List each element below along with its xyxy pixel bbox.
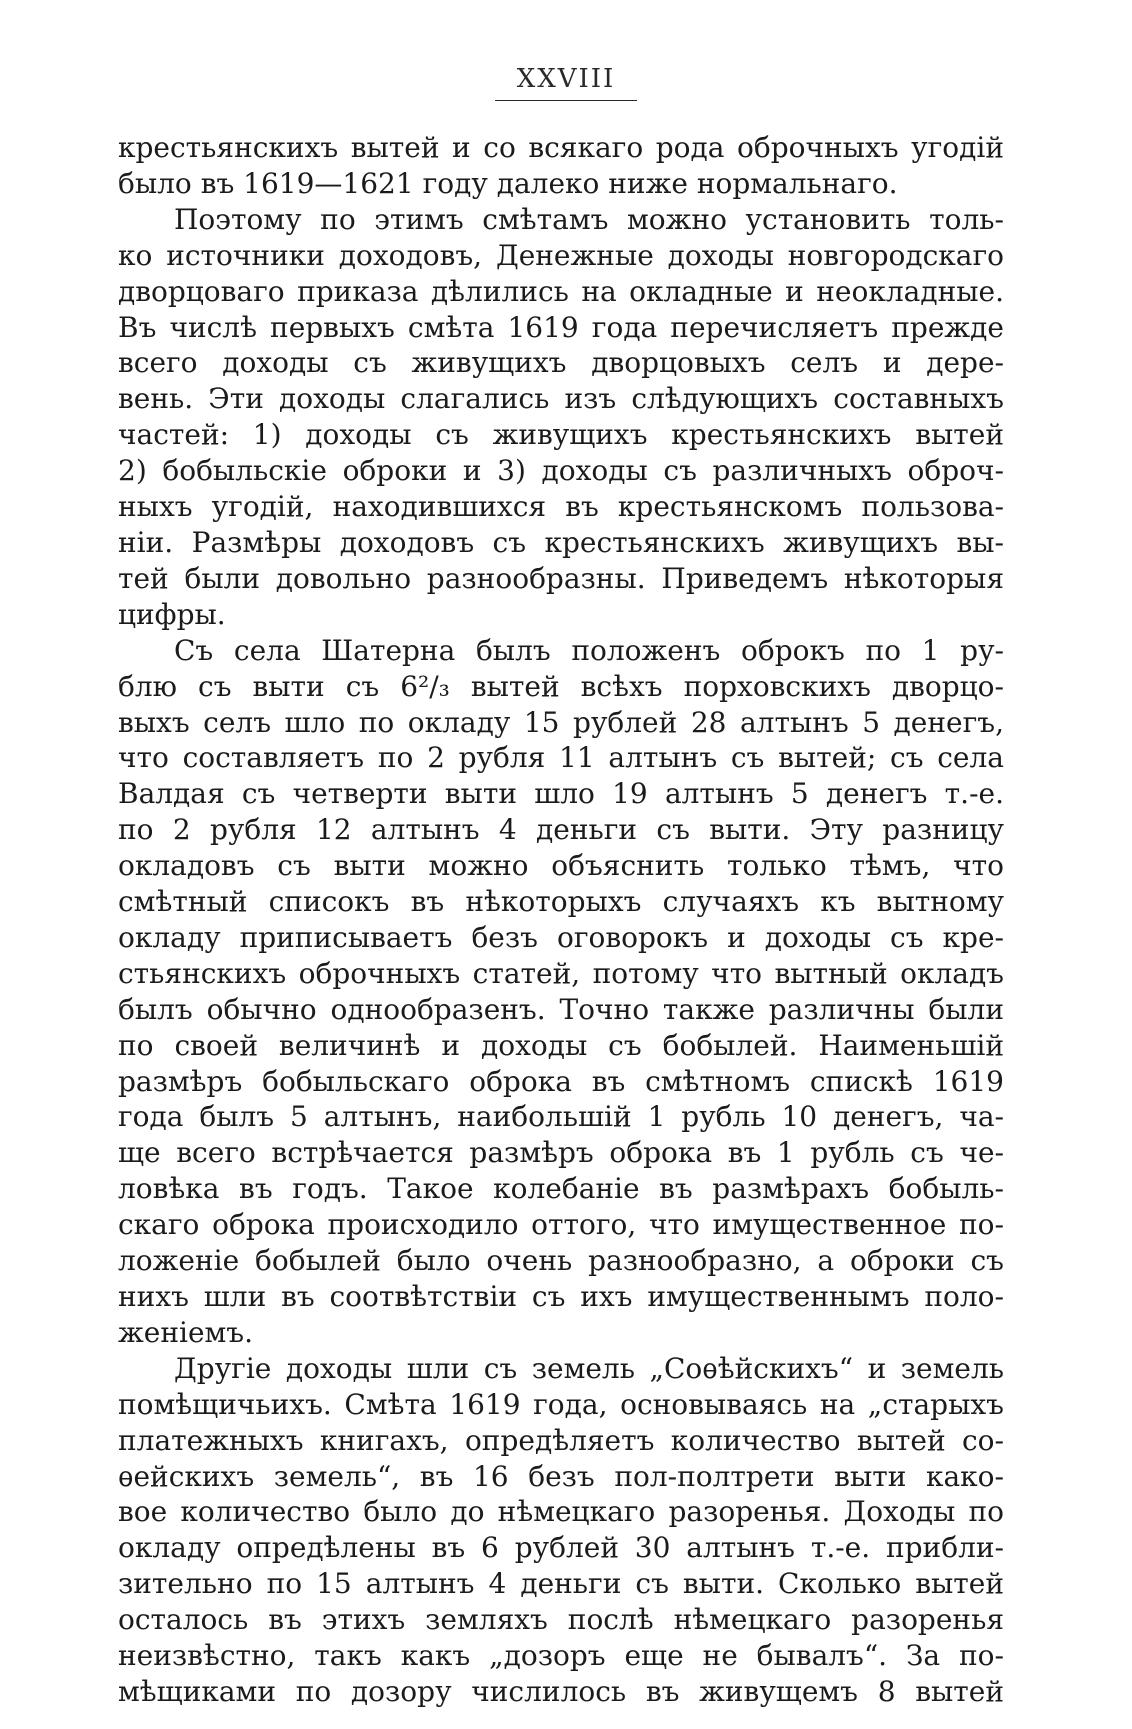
text-line: ложеніе бобылей было очень разнообразно, а оброки съ [118, 1244, 1004, 1278]
text-line: нихъ шли въ соотвѣтствіи съ ихъ имущественнымъ поло- [118, 1280, 1004, 1313]
text-line: смѣтный списокъ въ нѣкоторыхъ случаяхъ къ вытному [118, 885, 1004, 919]
text-line: Валдая съ четверти выти шло 19 алтынъ 5 денегъ т.-е. [118, 777, 1004, 811]
text-line: платежныхъ книгахъ, опредѣляетъ количество вытей со- [118, 1423, 1004, 1457]
text-line: вень. Эти доходы слагались изъ слѣдующихъ составныхъ [118, 382, 1004, 416]
text-line: по 2 рубля 12 алтынъ 4 деньги съ выти. Эту разницу [118, 813, 1004, 847]
text-line: ко источники доходовъ, Денежные доходы новгородскаго [118, 238, 1004, 272]
text-line: вое количество было до нѣмецкаго разоренья. Доходы по [118, 1495, 1004, 1529]
text-line: выхъ селъ шло по окладу 15 рублей 28 алтынъ 5 денегъ, [118, 705, 1004, 739]
text-line: блю съ выти съ 6²/₃ вытей всѣхъ порховскихъ дворцо- [118, 669, 1004, 703]
text-line: крестьянскихъ вытей и со всякаго рода оброчныхъ угодій [118, 131, 1004, 164]
text-line: помѣщичьихъ. Смѣта 1619 года, основываясь на „старыхъ [118, 1387, 1004, 1421]
text-line: частей: 1) доходы съ живущихъ крестьянскихъ вытей [118, 418, 1004, 452]
text-line: было въ 1619—1621 году далеко ниже нормальнаго. [118, 166, 898, 200]
text-line: 2) бобыльскіе оброки и 3) доходы съ различныхъ оброч- [118, 454, 1004, 488]
text-line: размѣръ бобыльскаго оброка въ смѣтномъ спискѣ 1619 [118, 1064, 1004, 1098]
text-line: года былъ 5 алтынъ, наибольшій 1 рубль 10 денегъ, ча- [118, 1100, 1004, 1134]
text-line: ѳейскихъ земель“, въ 16 безъ пол-полтрети выти како- [118, 1459, 1004, 1493]
text-line: мѣщиками по дозору числилось въ живущемъ 8 вытей [118, 1674, 1004, 1708]
page-number: XXVIII [495, 64, 638, 101]
text-line: тей были довольно разнообразны. Приведемъ нѣкоторыя [118, 561, 1004, 595]
text-line: женіемъ. [118, 1315, 254, 1349]
text-line: окладу опредѣлены въ 6 рублей 30 алтынъ т.-е. прибли- [118, 1531, 1004, 1565]
text-line: ніи. Размѣры доходовъ съ крестьянскихъ живущихъ вы- [118, 525, 1004, 559]
paragraph-start-line: Съ села Шатерна былъ положенъ оброкъ по 1 ру- [174, 633, 1004, 667]
text-line: Въ числѣ первыхъ смѣта 1619 года перечисляетъ прежде [118, 310, 1004, 344]
paragraph-start-line: Другіе доходы шли съ земель „Соѳѣйскихъ“ и земель [174, 1351, 1004, 1385]
text-line: зительно по 15 алтынъ 4 деньги съ выти. Сколько вытей [118, 1567, 1004, 1601]
text-line: ловѣка въ годъ. Такое колебаніе въ размѣрахъ бобыль- [118, 1172, 1004, 1206]
text-line: былъ обычно однообразенъ. Точно также различны были [118, 992, 1004, 1026]
text-line: стьянскихъ оброчныхъ статей, потому что вытный окладъ [118, 956, 1004, 990]
text-line: по своей величинѣ и доходы съ бобылей. Наименьшій [118, 1028, 1004, 1062]
text-line: ныхъ угодій, находившихся въ крестьянскомъ пользова- [118, 490, 1004, 524]
text-line: скаго оброка происходило оттого, что имущественное по- [118, 1208, 1004, 1242]
paragraph-start-line: Поэтому по этимъ смѣтамъ можно установить толь- [174, 202, 1004, 236]
text-line: окладу приписываетъ безъ оговорокъ и доходы съ кре- [118, 920, 1004, 954]
text-line: всего доходы съ живущихъ дворцовыхъ селъ и дере- [118, 346, 1004, 380]
text-line: ще всего встрѣчается размѣръ оброка въ 1 рубль съ че- [118, 1136, 1004, 1170]
text-line: осталось въ этихъ земляхъ послѣ нѣмецкаго разоренья [118, 1603, 1004, 1637]
text-line: окладовъ съ выти можно объяснить только тѣмъ, что [118, 849, 1004, 883]
text-line: дворцоваго приказа дѣлились на окладные и неокладные. [118, 274, 1004, 308]
text-line: цифры. [118, 597, 226, 631]
text-line: неизвѣстно, такъ какъ „дозоръ еще не бывалъ“. За по- [118, 1639, 1004, 1673]
body-text [118, 130, 1004, 1710]
text-line: что составляетъ по 2 рубля 11 алтынъ съ вытей; съ села [118, 741, 1004, 775]
page-header [0, 64, 1132, 101]
